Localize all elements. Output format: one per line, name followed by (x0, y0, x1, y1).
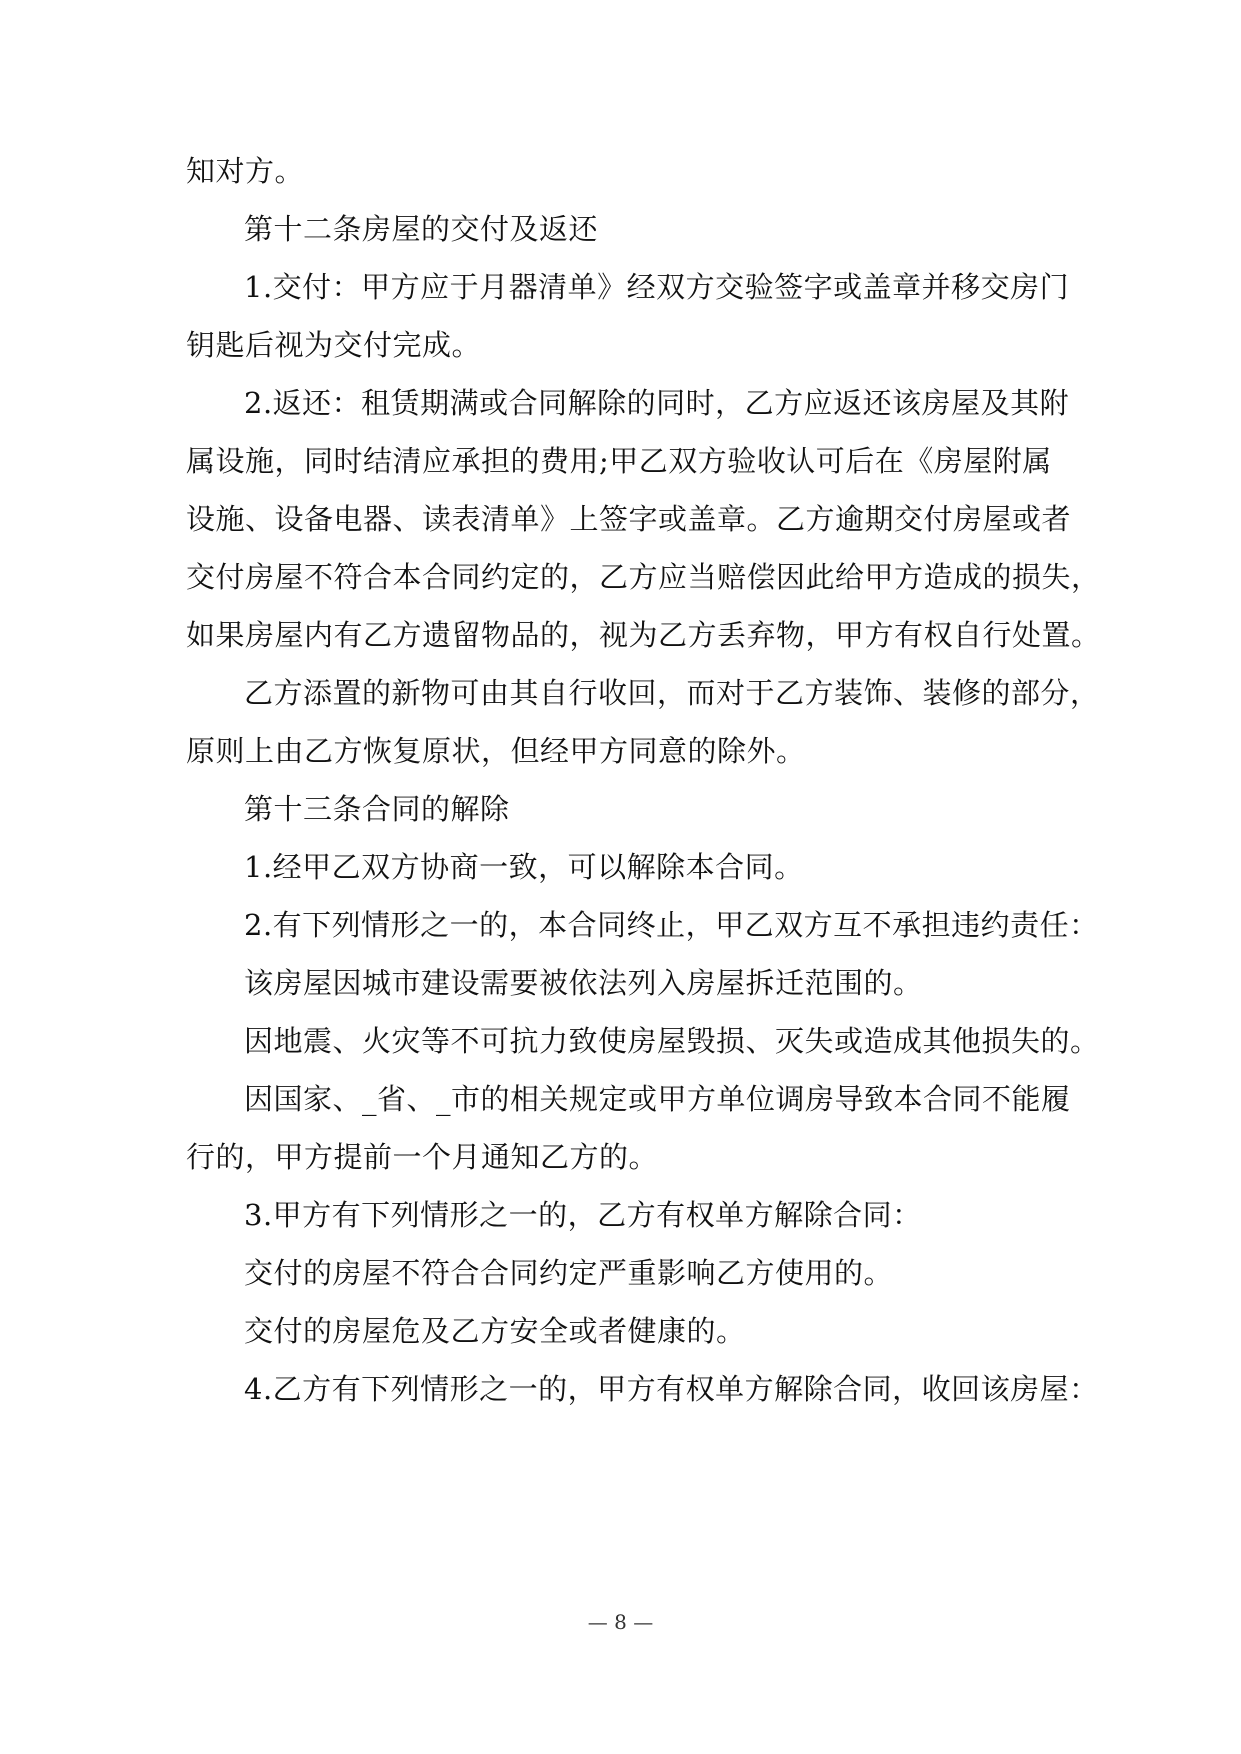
body-text-line: 交付的房屋危及乙方安全或者健康的。 (244, 1314, 746, 1348)
clause-item: 2.返还：租赁期满或合同解除的同时，乙方应返还该房屋及其附 (244, 386, 1070, 420)
body-text-line: 行的，甲方提前一个月通知乙方的。 (186, 1140, 659, 1174)
body-text-line: 属设施，同时结清应承担的费用;甲乙双方验收认可后在《房屋附属 (186, 444, 1052, 478)
clause-item: 1.交付：甲方应于月器清单》经双方交验签字或盖章并移交房门 (244, 270, 1070, 304)
body-text-line: 钥匙后视为交付完成。 (186, 328, 482, 362)
section-heading: 第十二条房屋的交付及返还 (244, 212, 599, 246)
clause-item: 2.有下列情形之一的，本合同终止，甲乙双方互不承担违约责任： (244, 908, 1099, 942)
body-text-line: 交付的房屋不符合合同约定严重影响乙方使用的。 (244, 1256, 894, 1290)
page-number: — 8 — (587, 1610, 654, 1634)
body-text-line: 该房屋因城市建设需要被依法列入房屋拆迁范围的。 (244, 966, 923, 1000)
clause-item: 4.乙方有下列情形之一的，甲方有权单方解除合同，收回该房屋： (244, 1372, 1099, 1406)
body-text-line: 乙方添置的新物可由其自行收回，而对于乙方装饰、装修的部分， (244, 676, 1100, 710)
body-text-line: 设施、设备电器、读表清单》上签字或盖章。乙方逾期交付房屋或者 (186, 502, 1072, 536)
body-text-line: 因国家、_省、_市的相关规定或甲方单位调房导致本合同不能履 (244, 1082, 1071, 1116)
body-text-line: 知对方。 (186, 154, 305, 188)
clause-item: 1.经甲乙双方协商一致，可以解除本合同。 (244, 850, 804, 884)
body-text-line: 因地震、火灾等不可抗力致使房屋毁损、灭失或造成其他损失的。 (244, 1024, 1100, 1058)
section-heading: 第十三条合同的解除 (244, 792, 510, 826)
body-text-line: 原则上由乙方恢复原状，但经甲方同意的除外。 (186, 734, 806, 768)
body-text-line: 交付房屋不符合本合同约定的，乙方应当赔偿因此给甲方造成的损失， (186, 560, 1101, 594)
body-text-line: 如果房屋内有乙方遗留物品的，视为乙方丢弃物，甲方有权自行处置。 (186, 618, 1101, 652)
clause-item: 3.甲方有下列情形之一的，乙方有权单方解除合同： (244, 1198, 922, 1232)
